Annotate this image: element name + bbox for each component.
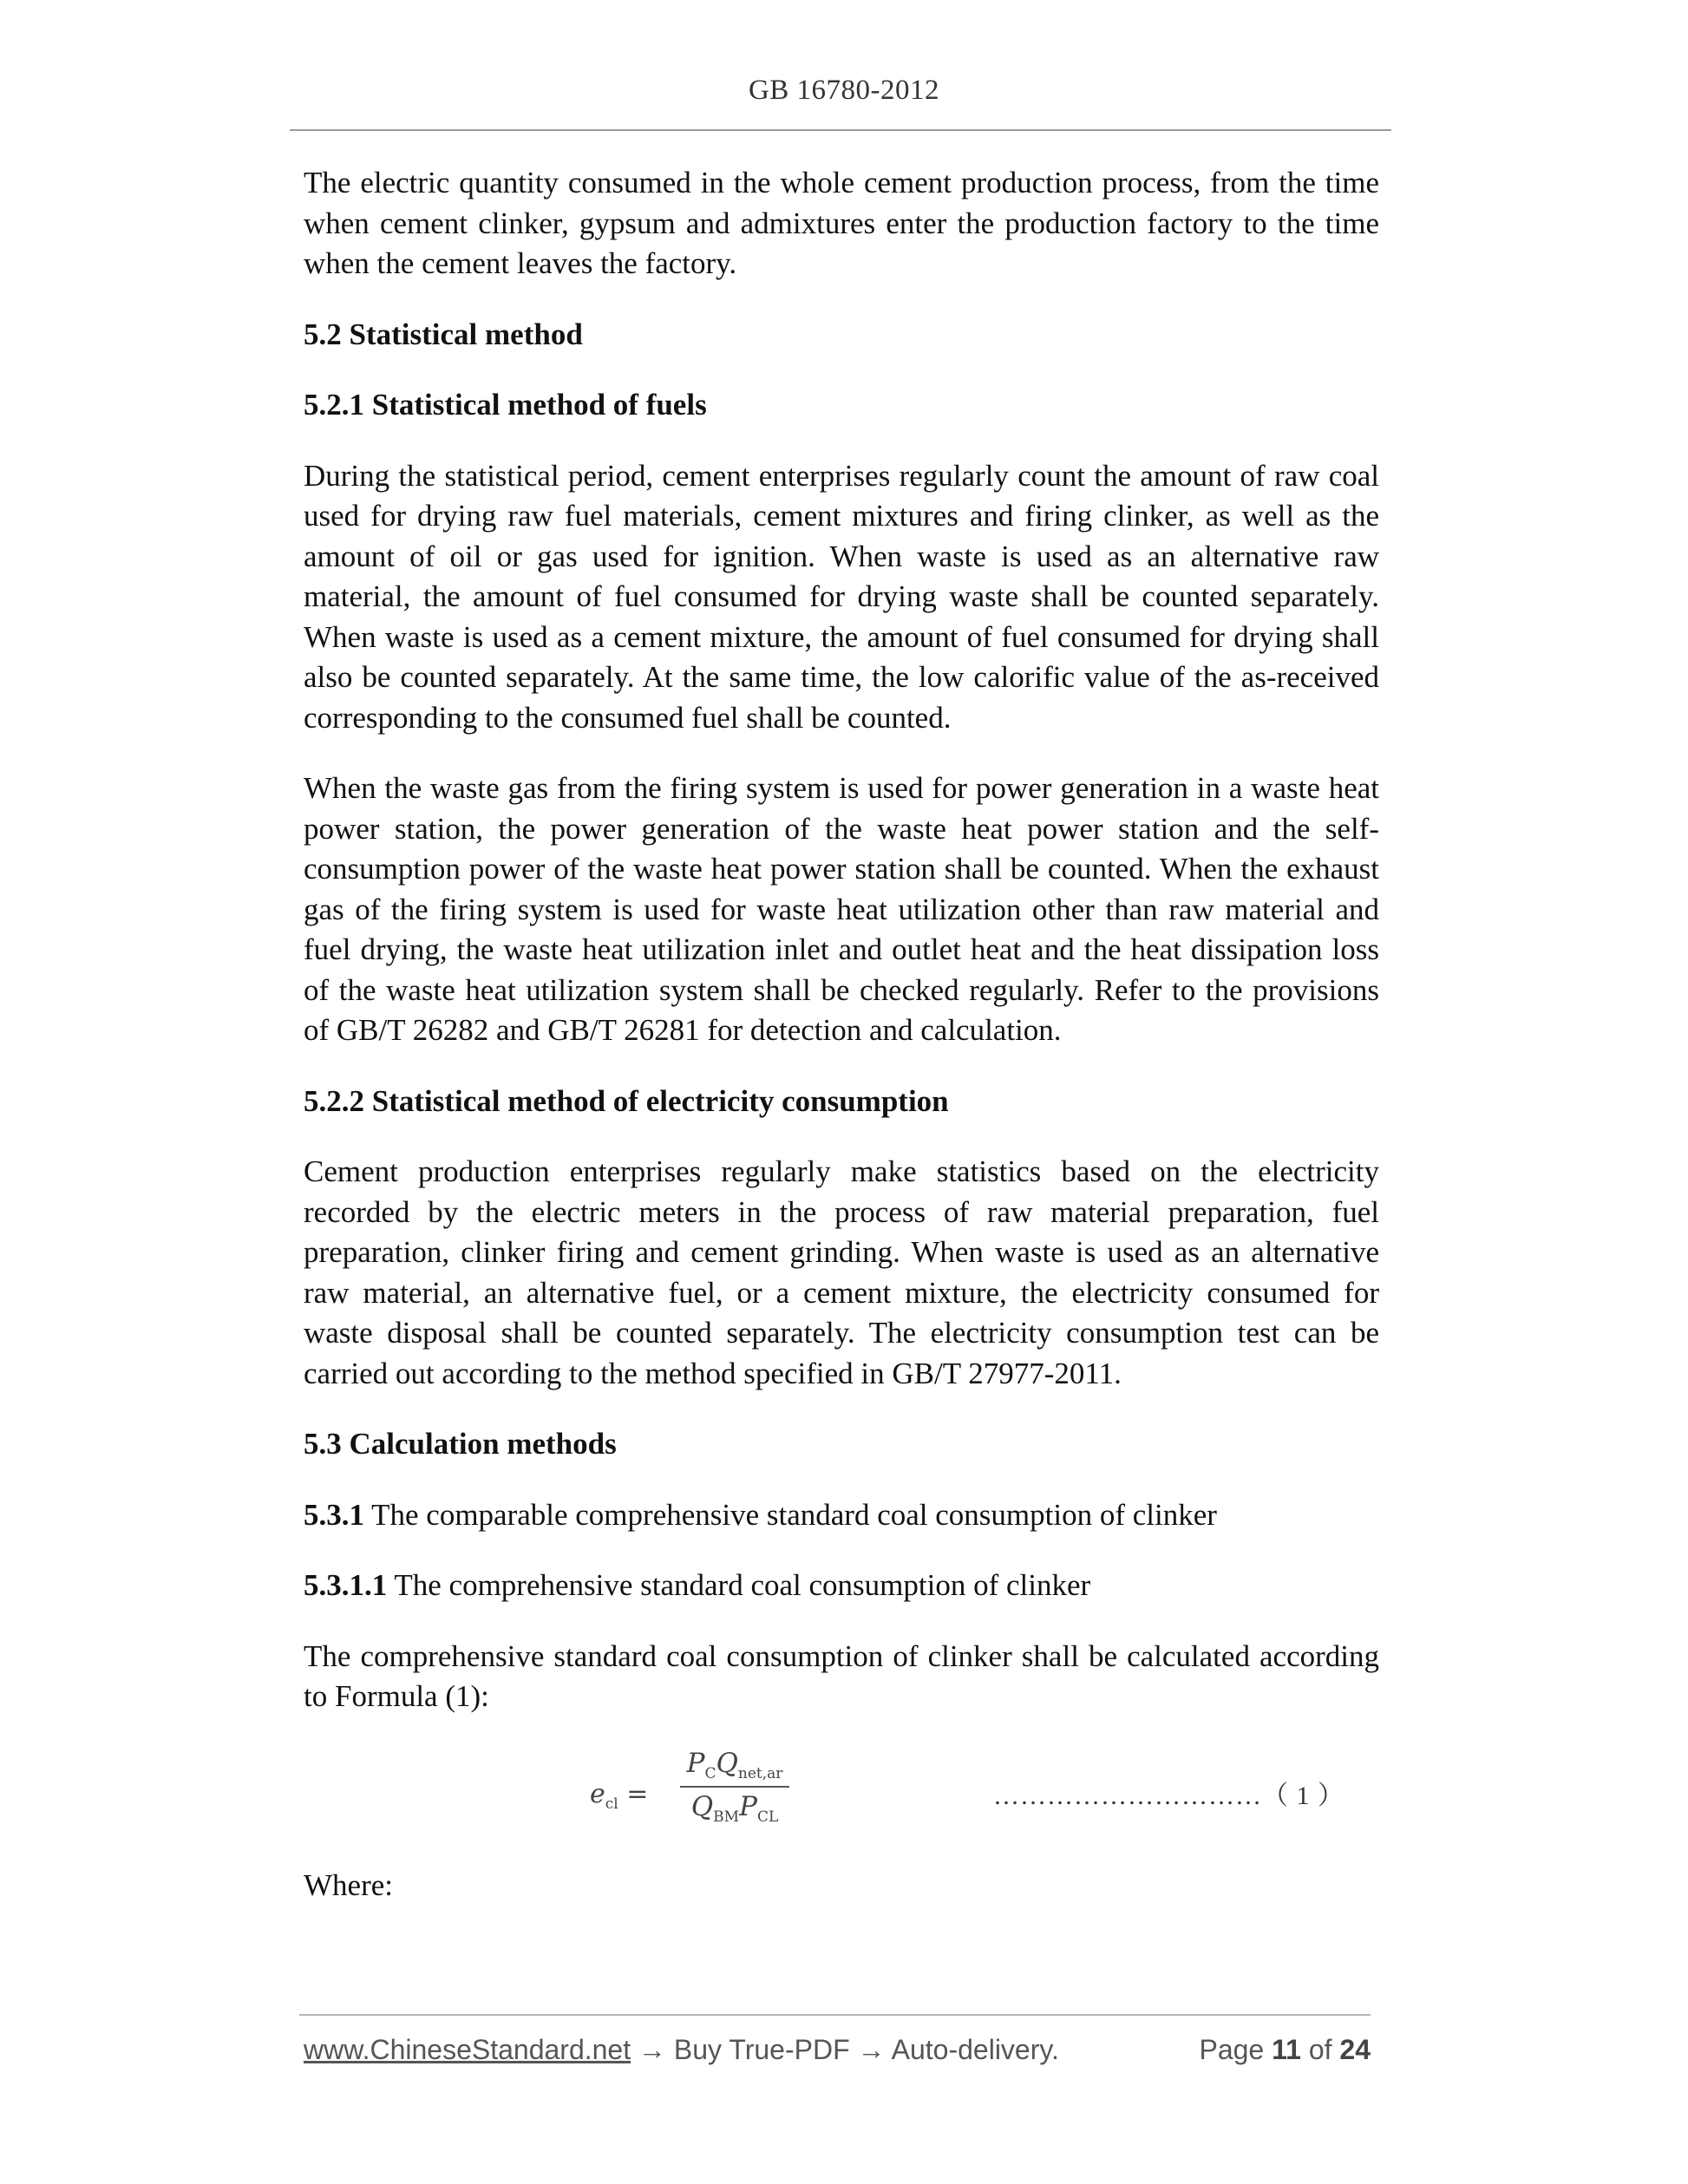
fuels-paragraph-2: When the waste gas from the firing system is used for power generation in a waste heat power station, the power generation of the waste heat power station and the self-consumption power of the waste heat power station shall be counted. When the exhaust gas of the firing system is used for waste heat utilization other than raw material and fuel drying, the waste heat utilization inlet and outlet heat and the heat dissipation loss of the waste heat utilization system shall be checked regularly. Refer to the provisions of GB/T 26282 and GB/T 26281 for detection and calculation. — [304, 771, 1379, 1047]
numerator-q-subscript: net,ar — [737, 1764, 783, 1782]
header-divider — [290, 129, 1391, 131]
footer-left — [304, 2034, 1059, 2066]
section-heading-5-2: 5.2 Statistical method — [304, 317, 583, 351]
section-number-5-3-1-1: 5.3.1.1 — [304, 1568, 388, 1602]
formula-intro-paragraph: The comprehensive standard coal consumption of clinker shall be calculated according to Formula (1): — [304, 1638, 1379, 1713]
section-heading-5-3-1 — [304, 1495, 1379, 1536]
section-heading-5-3: 5.3 Calculation methods — [304, 1427, 617, 1461]
intro-paragraph: The electric quantity consumed in the whole cement production process, from the time when cement clinker, gypsum and admixtures enter the production factory to the time when the cement leaves the factory. — [304, 166, 1379, 280]
section-heading-5-2-1: 5.2.1 Statistical method of fuels — [304, 388, 707, 422]
formula-number-label: …………………………（ 1 ） — [993, 1781, 1345, 1810]
denominator-q-symbol: Q — [690, 1790, 714, 1822]
formula-equals-sign: = — [626, 1778, 649, 1809]
footer-divider — [299, 2014, 1371, 2016]
chinesestandard-link[interactable]: www.ChineseStandard.net — [304, 2034, 631, 2065]
section-number-5-3-1: 5.3.1 — [304, 1497, 364, 1532]
page-header-title: GB 16780-2012 — [748, 75, 940, 106]
page-label: Page — [1199, 2034, 1273, 2065]
fraction-bar — [680, 1786, 789, 1788]
denominator-p-subscript: CL — [756, 1808, 779, 1826]
page-of-label: of — [1300, 2034, 1340, 2065]
section-title-5-3-1-1: The comprehensive standard coal consumption of clinker — [387, 1568, 1091, 1602]
numerator-p-subscript: C — [704, 1764, 716, 1782]
numerator-p-symbol: P — [686, 1747, 705, 1779]
formula-1-row — [304, 1748, 1379, 1834]
numerator-q-symbol: Q — [716, 1747, 738, 1779]
section-heading-5-2-2: 5.2.2 Statistical method of electricity consumption — [304, 1083, 949, 1118]
electricity-paragraph: Cement production enterprises regularly make statistics based on the electricity recorded by the electric meters in the process of raw material preparation, fuel preparation, clinker firing and cement grinding. When waste is used as an alternative raw material, an alternative fuel, or a cement mixture, the electricity consumed for waste disposal shall be counted separately. The electricity consumption test can be carried out according to the method specified in GB/T 27977-2011. — [304, 1154, 1379, 1390]
denominator-q-subscript: BM — [713, 1808, 740, 1826]
total-pages-number: 24 — [1339, 2034, 1371, 2065]
page-number-indicator — [1199, 2034, 1371, 2066]
formula-lhs-subscript: cl — [605, 1795, 618, 1813]
page-content — [304, 163, 1379, 1936]
formula-lhs — [590, 1779, 648, 1813]
formula-fraction — [680, 1748, 789, 1826]
footer-tagline: → Buy True-PDF → Auto-delivery. — [631, 2034, 1059, 2065]
formula-denominator — [680, 1791, 789, 1826]
denominator-p-symbol: P — [739, 1790, 757, 1822]
formula-numerator — [680, 1748, 789, 1782]
fuels-paragraph-1: During the statistical period, cement enterprises regularly count the amount of raw coal used for drying raw fuel materials, cement mixtures and firing clinker, as well as the amount of oil or gas used for ignition. When waste is used as an alternative raw material, the amount of fuel consumed for drying waste shall be counted separately. When waste is used as a cement mixture, the amount of fuel consumed for drying shall also be counted separately. At the same time, the low calorific value of the as-received corresponding to the consumed fuel shall be counted. — [304, 458, 1379, 735]
section-title-5-3-1: The comparable comprehensive standard coal consumption of clinker — [364, 1497, 1217, 1532]
page-footer — [304, 2034, 1371, 2072]
section-heading-5-3-1-1 — [304, 1566, 1379, 1606]
formula-lhs-symbol: e — [590, 1778, 605, 1809]
where-label: Where: — [304, 1867, 393, 1902]
current-page-number: 11 — [1272, 2034, 1301, 2065]
